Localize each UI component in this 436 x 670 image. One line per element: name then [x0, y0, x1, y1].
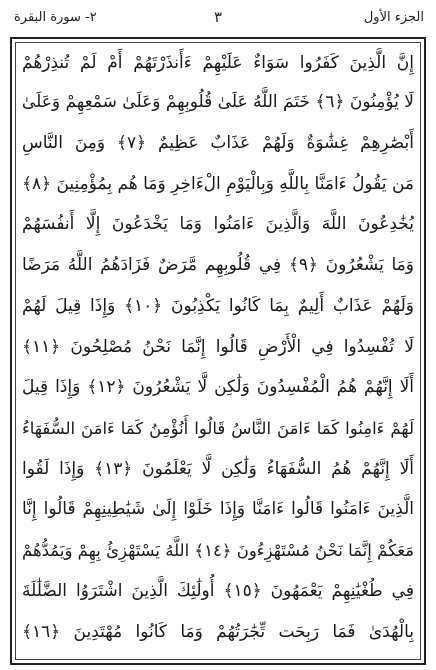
text-line: وَلَهُمْ عَذَابٌ أَلِيمٌ بِمَا كَانُوا يَكْذِبُونَ ﴿١٠﴾ وَإِذَا قِيلَ لَهُمْ — [22, 296, 414, 316]
quran-text-block — [22, 46, 414, 656]
page-header — [0, 0, 436, 36]
text-line: فِي طُغْيَٰنِهِمْ يَعْمَهُونَ ﴿١٥﴾ أُولَٰئِكَ الَّذِينَ اشْتَرَوُا الضَّلَٰلَةَ — [22, 581, 414, 601]
text-line: وَمَا يَشْعُرُونَ ﴿٩﴾ فِي قُلُوبِهِم مَّرَضٌ فَزَادَهُمُ اللَّهُ مَرَضًا — [22, 255, 414, 275]
text-line: أَلَا إِنَّهُمْ هُمُ السُّفَهَاءُ وَلَٰكِن لَّا يَعْلَمُونَ ﴿١٣﴾ وَإِذَا لَقُوا — [22, 459, 414, 479]
text-line: بِالْهُدَىٰ فَمَا رَبِحَت تِّجَٰرَتُهُمْ وَمَا كَانُوا مُهْتَدِينَ ﴿١٦﴾ — [22, 622, 414, 642]
text-line: يُخَٰدِعُونَ اللَّهَ وَالَّذِينَ ءَامَنُوا وَمَا يَخْدَعُونَ إِلَّا أَنفُسَهُمْ — [22, 214, 414, 234]
text-line: الَّذِينَ ءَامَنُوا قَالُوا ءَامَنَّا وَإِذَا خَلَوْا إِلَىٰ شَيَٰطِينِهِمْ قَالُوا إِنَّا — [22, 499, 414, 519]
text-line: لَا تُفْسِدُوا فِي الْأَرْضِ قَالُوا إِنَّمَا نَحْنُ مُصْلِحُونَ ﴿١١﴾ — [22, 337, 414, 357]
text-line: أَلَا إِنَّهُمْ هُمُ الْمُفْسِدُونَ وَلَٰكِن لَّا يَشْعُرُونَ ﴿١٢﴾ وَإِذَا قِيلَ — [22, 377, 414, 397]
surah-name: ٢- سورة البقرة — [14, 10, 97, 25]
text-line: مَعَكُمْ إِنَّمَا نَحْنُ مُسْتَهْزِءُونَ ﴿١٤﴾ اللَّهُ يَسْتَهْزِئُ بِهِمْ وَيَمُدُّهُمْ — [22, 541, 414, 560]
page-number: ٣ — [213, 8, 223, 26]
text-line: أَبْصَٰرِهِمْ غِشَٰوَةٌ وَلَهُمْ عَذَابٌ عَظِيمٌ ﴿٧﴾ وَمِنَ النَّاسِ — [22, 133, 414, 153]
text-line: لَا يُؤْمِنُونَ ﴿٦﴾ خَتَمَ اللَّهُ عَلَىٰ قُلُوبِهِمْ وَعَلَىٰ سَمْعِهِمْ وَعَلَىٰ — [22, 92, 414, 112]
juz-name: الجزء الأول — [363, 10, 424, 25]
text-line: إِنَّ الَّذِينَ كَفَرُوا سَوَاءٌ عَلَيْهِمْ ءَأَنذَرْتَهُمْ أَمْ لَمْ تُنذِرْهُمْ — [22, 53, 414, 73]
text-line: مَن يَقُولُ ءَامَنَّا بِاللَّهِ وَبِالْيَوْمِ الْءَاخِرِ وَمَا هُم بِمُؤْمِنِينَ ﴿٨﴾ — [22, 174, 414, 194]
text-line: لَهُمْ ءَامِنُوا كَمَا ءَامَنَ النَّاسُ قَالُوا أَنُؤْمِنُ كَمَا ءَامَنَ السُّفَهَاءُ — [22, 419, 414, 438]
